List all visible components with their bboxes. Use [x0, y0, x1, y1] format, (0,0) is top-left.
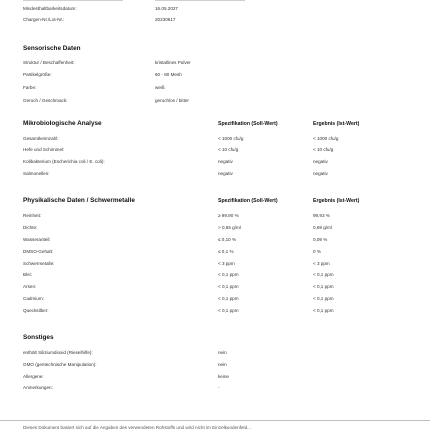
sensory-row — [0, 70, 430, 79]
misc-value: nein — [218, 362, 227, 367]
phys-row — [0, 306, 430, 315]
footnote-text: Dieses Dokument basiert sich auf die Angaben des verwendeten Rohstoffs und wird nicht im Einzelkundenfeld... — [23, 425, 251, 430]
micro-result: < 10 cfu/g — [313, 147, 334, 152]
batch-value: 20230617 — [155, 17, 176, 22]
micro-header-row — [0, 120, 430, 129]
sensory-section-title: Sensorische Daten — [23, 45, 81, 52]
phys-spec: < 0,1 ppm — [218, 284, 239, 289]
phys-row — [0, 235, 430, 244]
phys-spec: ≤ 0,1 % — [218, 249, 234, 254]
top-rule-left — [23, 0, 123, 1]
micro-result: negativ — [313, 171, 328, 176]
phys-row — [0, 223, 430, 232]
phys-spec: ≥ 99,90 % — [218, 213, 239, 218]
phys-label: Quecksilber: — [23, 308, 49, 313]
batch-row — [0, 15, 430, 24]
misc-row — [0, 360, 430, 369]
phys-row — [0, 282, 430, 291]
phys-label: Schwermetalle: — [23, 261, 55, 266]
footer-rule — [0, 420, 430, 421]
phys-row — [0, 247, 430, 256]
micro-spec-header: Spezifikation (Soll-Wert) — [218, 121, 278, 127]
misc-row — [0, 348, 430, 357]
phys-result: 99,93 % — [313, 213, 330, 218]
phys-row — [0, 294, 430, 303]
misc-label: GMO (gentechnische Manipulation): — [23, 362, 97, 367]
phys-result: 0,09 % — [313, 237, 328, 242]
micro-label: Salmonellen: — [23, 171, 50, 176]
phys-section-title: Physikalische Daten / Schwermetalle — [23, 197, 135, 204]
misc-label: Anmerkungen: — [23, 385, 53, 390]
phys-result: < 0,1 ppm — [313, 308, 334, 313]
micro-spec: negativ — [218, 171, 233, 176]
misc-label: Allergene: — [23, 374, 44, 379]
best-before-value: 16.05.2027 — [155, 6, 178, 11]
micro-row — [0, 169, 430, 178]
phys-result: < 0,1 ppm — [313, 296, 334, 301]
misc-row — [0, 372, 430, 381]
batch-label: Chargen-Nr./Lot-Nr.: — [23, 17, 65, 22]
phys-result: < 0,1 ppm — [313, 272, 334, 277]
phys-spec: < 0,1 ppm — [218, 296, 239, 301]
sensory-row — [0, 96, 430, 105]
phys-spec: < 0,1 ppm — [218, 308, 239, 313]
best-before-row — [0, 4, 430, 13]
phys-spec-header: Spezifikation (Soll-Wert) — [218, 198, 278, 204]
sensory-label: Partikelgröße: — [23, 72, 52, 77]
sensory-value: kristallines Pulver — [155, 60, 191, 65]
micro-label: Hefe und Schimmel: — [23, 147, 65, 152]
sensory-row — [0, 83, 430, 92]
phys-header-row — [0, 197, 430, 206]
phys-label: Arsen: — [23, 284, 37, 289]
phys-label: Dichte: — [23, 225, 38, 230]
micro-result: < 1000 cfu/g — [313, 136, 339, 141]
phys-spec: < 3 ppm — [218, 261, 235, 266]
phys-row — [0, 270, 430, 279]
phys-spec: > 0,65 g/ml — [218, 225, 241, 230]
phys-result: 0 % — [313, 249, 321, 254]
micro-label: Gesamtkeimzahl: — [23, 136, 59, 141]
micro-row — [0, 134, 430, 143]
misc-label: enthält Siliziumdioxid (Rieselhilfe): — [23, 350, 93, 355]
phys-result: 0,69 g/ml — [313, 225, 332, 230]
misc-value: keine — [218, 374, 229, 379]
micro-spec: < 1000 cfu/g — [218, 136, 244, 141]
phys-result: < 0,1 ppm — [313, 284, 334, 289]
phys-label: DMSO-Gehalt: — [23, 249, 54, 254]
micro-spec: < 10 cfu/g — [218, 147, 239, 152]
micro-section-title: Mikrobiologische Analyse — [23, 120, 102, 127]
phys-result: < 3 ppm — [313, 261, 330, 266]
phys-row — [0, 259, 430, 268]
sensory-value: weiß — [155, 85, 165, 90]
top-rule-right — [155, 0, 245, 1]
misc-row — [0, 383, 430, 392]
sensory-label: Farbe: — [23, 85, 37, 90]
sensory-value: geruchlos / bitter — [155, 98, 189, 103]
phys-label: Blei: — [23, 272, 32, 277]
phys-label: Reinheit: — [23, 213, 42, 218]
phys-result-header: Ergebnis (Ist-Wert) — [313, 198, 360, 204]
misc-value: - — [218, 385, 220, 390]
phys-label: Wasseranteil: — [23, 237, 51, 242]
phys-spec: ≤ 0,10 % — [218, 237, 237, 242]
micro-row — [0, 157, 430, 166]
sensory-value: 60 - 80 Mesh — [155, 72, 182, 77]
phys-label: Cadmium: — [23, 296, 44, 301]
micro-spec: negativ — [218, 159, 233, 164]
misc-value: nein — [218, 350, 227, 355]
sensory-label: Struktur / Beschaffenheit: — [23, 60, 75, 65]
micro-label: Kolibakterium (Escherichia coli / E. coli): — [23, 159, 105, 164]
phys-row — [0, 211, 430, 220]
misc-section-title: Sonstiges — [23, 334, 54, 341]
best-before-label: Mindesthaltbarkeitsdatum: — [23, 6, 77, 11]
micro-result: negativ — [313, 159, 328, 164]
micro-row — [0, 145, 430, 154]
phys-spec: < 0,1 ppm — [218, 272, 239, 277]
sensory-label: Geruch / Geschmack: — [23, 98, 68, 103]
sensory-row — [0, 58, 430, 67]
micro-result-header: Ergebnis (Ist-Wert) — [313, 121, 360, 127]
